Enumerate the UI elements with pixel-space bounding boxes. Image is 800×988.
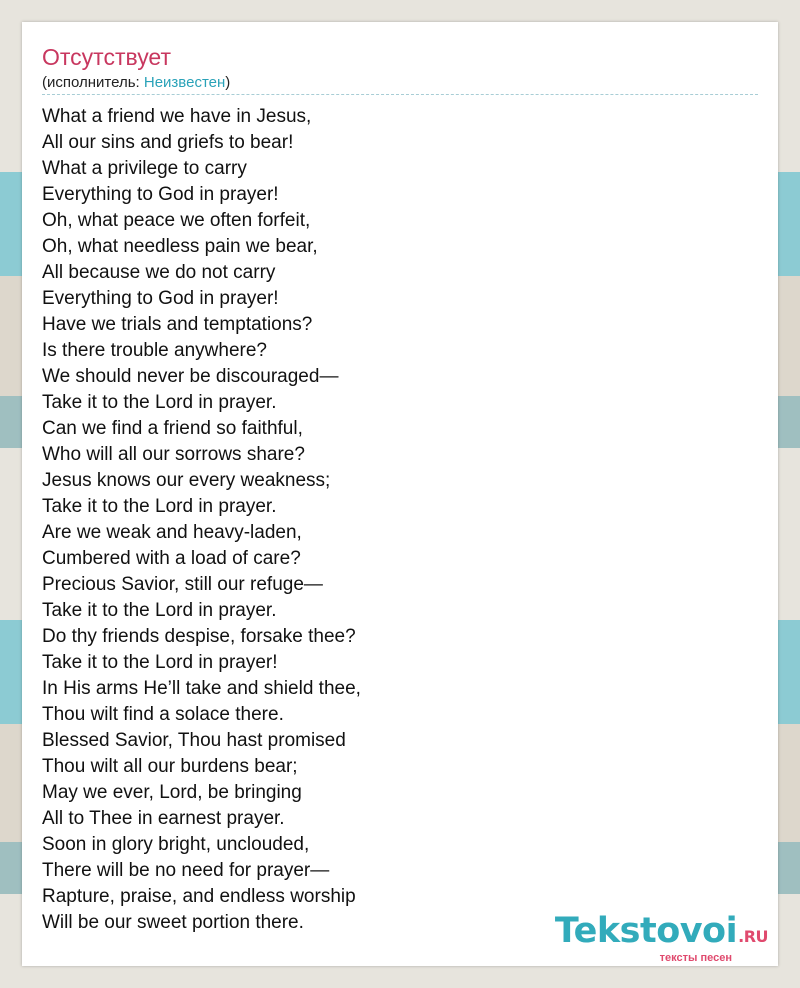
lyric-line: Do thy friends despise, forsake thee? [42, 626, 356, 647]
artist-suffix: ) [225, 74, 231, 91]
lyric-line: Precious Savior, still our refuge— [42, 574, 323, 595]
lyric-line: What a privilege to carry [42, 158, 247, 179]
lyric-line: Can we find a friend so faithful, [42, 418, 303, 439]
lyric-line: Thou wilt find a solace there. [42, 704, 284, 725]
lyric-line: What a friend we have in Jesus, [42, 106, 312, 127]
lyric-line: May we ever, Lord, be bringing [42, 782, 302, 803]
lyric-line: All to Thee in earnest prayer. [42, 808, 285, 829]
lyric-line: Rapture, praise, and endless worship [42, 886, 356, 907]
artist-line [42, 74, 230, 92]
site-logo[interactable] [555, 913, 768, 964]
artist-prefix: (исполнитель: [42, 74, 144, 91]
lyric-line: Is there trouble anywhere? [42, 340, 267, 361]
lyric-line: Cumbered with a load of care? [42, 548, 301, 569]
lyric-line: Will be our sweet portion there. [42, 912, 304, 933]
lyric-line: Have we trials and temptations? [42, 314, 313, 335]
lyric-line: Take it to the Lord in prayer. [42, 496, 277, 517]
lyrics-card [22, 22, 778, 966]
logo-tagline: тексты песен [659, 952, 732, 964]
lyric-line: Take it to the Lord in prayer. [42, 392, 277, 413]
lyric-line: We should never be discouraged— [42, 366, 339, 387]
lyrics-text [42, 104, 361, 936]
song-title: Отсутствует [42, 44, 171, 70]
logo-tld: .RU [738, 927, 768, 946]
lyric-line: Oh, what needless pain we bear, [42, 236, 318, 257]
lyric-line: In His arms He’ll take and shield thee, [42, 678, 361, 699]
lyric-line: There will be no need for prayer— [42, 860, 330, 881]
lyric-line: Oh, what peace we often forfeit, [42, 210, 311, 231]
title-divider [42, 94, 758, 95]
lyric-line: Thou wilt all our burdens bear; [42, 756, 298, 777]
lyric-line: Take it to the Lord in prayer. [42, 600, 277, 621]
artist-link[interactable]: Неизвестен [143, 74, 226, 91]
lyric-line: Take it to the Lord in prayer! [42, 652, 278, 673]
lyric-line: Are we weak and heavy-laden, [42, 522, 302, 543]
lyric-line: Blessed Savior, Thou hast promised [42, 730, 346, 751]
lyric-line: Everything to God in prayer! [42, 288, 279, 309]
lyric-line: Soon in glory bright, unclouded, [42, 834, 310, 855]
lyric-line: Who will all our sorrows share? [42, 444, 305, 465]
lyric-line: All because we do not carry [42, 262, 276, 283]
logo-name: Tekstovoi [554, 911, 738, 951]
lyric-line: Everything to God in prayer! [42, 184, 279, 205]
lyric-line: Jesus knows our every weakness; [42, 470, 331, 491]
lyric-line: All our sins and griefs to bear! [42, 132, 294, 153]
